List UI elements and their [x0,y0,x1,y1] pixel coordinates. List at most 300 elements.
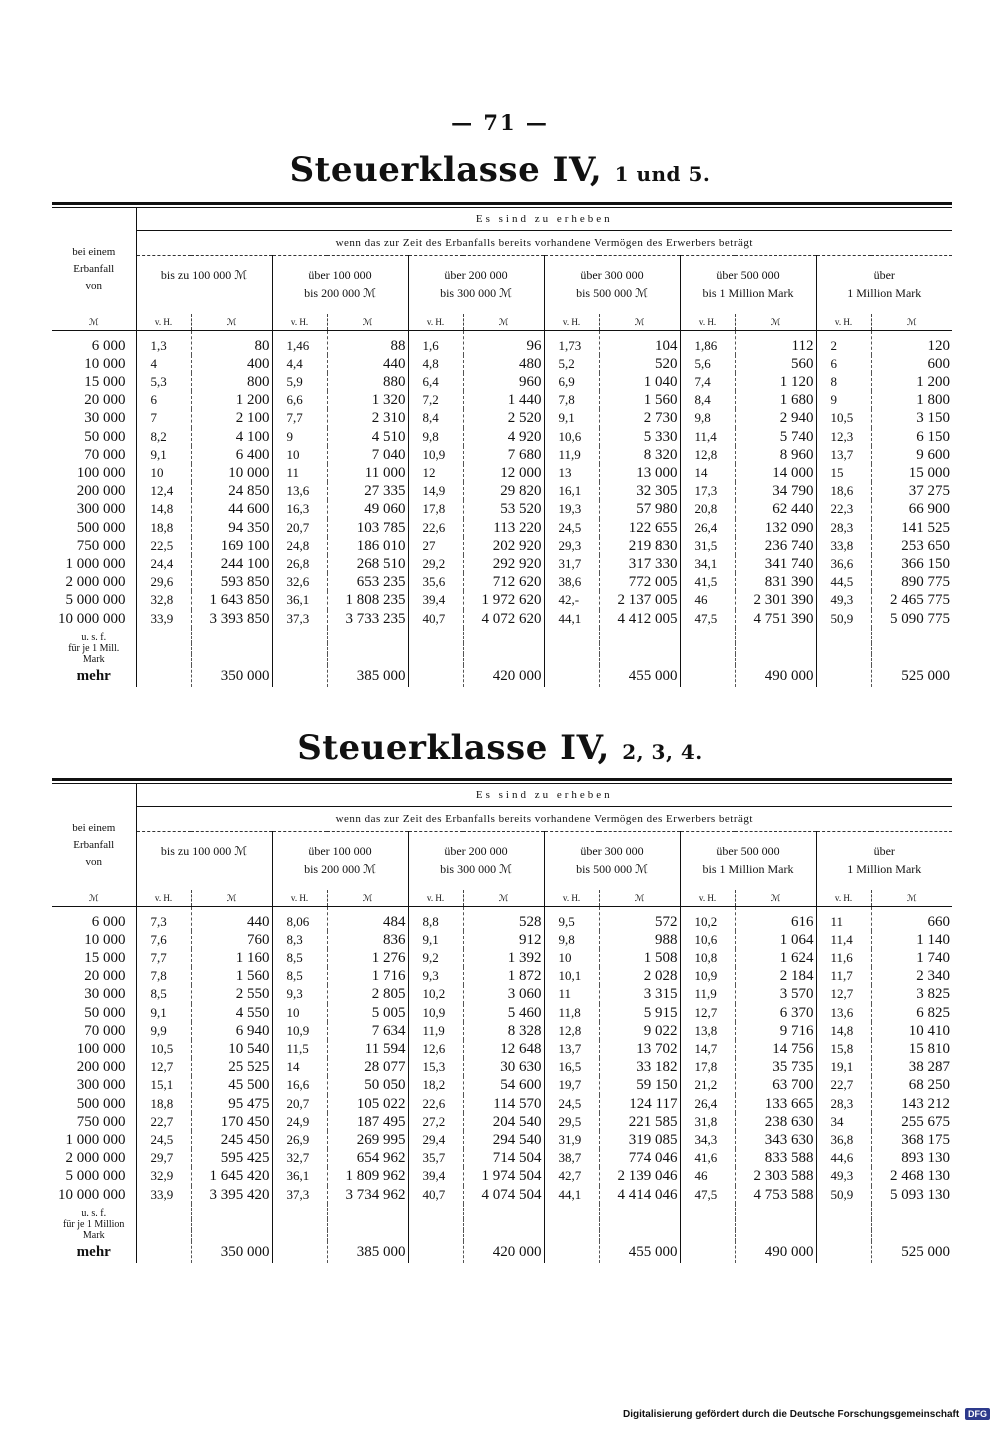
condition-header: wenn das zur Zeit des Erbanfalls bereits vorhandene Vermögen des Erwerbers beträgt [136,807,952,832]
tax-amount: 560 [735,355,816,373]
rate-percent: 7,8 [136,967,191,985]
tax-amount: 912 [463,931,544,949]
foot-blank [463,1204,544,1219]
rate-percent: 33,8 [816,537,871,555]
inheritance-amount: 5 000 000 [52,1167,136,1185]
top-rule [52,778,952,781]
tax-amount: 6 150 [871,428,952,446]
foot-blank [272,1204,327,1219]
tax-amount: 1 740 [871,949,952,967]
more-blank [544,665,599,687]
tax-amount: 59 150 [599,1076,680,1094]
rate-percent: 1,73 [544,330,599,355]
tax-amount: 2 303 588 [735,1167,816,1185]
unit-pct: v. H. [272,314,327,331]
tax-amount: 653 235 [327,573,408,591]
band-line-1: über 300 000 [580,844,644,858]
foot-label: Mark [52,1230,136,1241]
unit-pct: v. H. [816,314,871,331]
foot-blank [680,628,735,643]
tax-amount: 66 900 [871,500,952,518]
tax-amount: 63 700 [735,1076,816,1094]
table-row [52,373,952,391]
rate-percent: 11 [816,906,871,931]
rate-percent: 34 [816,1113,871,1131]
tax-amount: 104 [599,330,680,355]
row-header-line: bei einem [72,822,116,834]
tax-amount: 4 100 [191,428,272,446]
rate-percent: 9,1 [408,931,463,949]
tax-amount: 103 785 [327,519,408,537]
table-row [52,1058,952,1076]
band-line-1: über 500 000 [716,268,780,282]
table-2-title [0,728,1000,768]
foot-blank [408,654,463,665]
row-header-line: von [85,856,102,868]
unit-pct: v. H. [408,314,463,331]
rate-percent: 9,8 [680,409,735,427]
inheritance-amount: 30 000 [52,985,136,1003]
tax-amount: 253 650 [871,537,952,555]
tax-amount: 1 716 [327,967,408,985]
band-header [136,832,272,890]
table-row [52,409,952,427]
row-header-unit: ℳ [52,314,136,331]
tax-amount: 3 315 [599,985,680,1003]
inheritance-amount: 10 000 [52,355,136,373]
rate-percent: 19,1 [816,1058,871,1076]
tax-amount: 3 395 420 [191,1186,272,1204]
more-blank [816,665,871,687]
foot-blank [816,1204,871,1219]
foot-blank [191,1204,272,1219]
rate-percent: 20,7 [272,519,327,537]
table-row [52,1186,952,1204]
rate-percent: 2 [816,330,871,355]
table-row [52,1149,952,1167]
tax-amount: 960 [463,373,544,391]
rate-percent: 36,6 [816,555,871,573]
foot-blank [816,1230,871,1241]
rate-percent: 10,2 [680,906,735,931]
tax-amount: 2 468 130 [871,1167,952,1185]
tax-amount: 49 060 [327,500,408,518]
foot-blank [191,1219,272,1230]
tax-amount: 520 [599,355,680,373]
foot-label: für je 1 Million [52,1219,136,1230]
tax-amount: 484 [327,906,408,931]
rate-percent: 27 [408,537,463,555]
more-amount: 420 000 [463,665,544,687]
rate-percent: 9,2 [408,949,463,967]
table-row [52,446,952,464]
tax-amount: 1 064 [735,931,816,949]
band-line-1: über 300 000 [580,268,644,282]
foot-blank [327,1204,408,1219]
foot-blank [599,628,680,643]
rate-percent: 19,7 [544,1076,599,1094]
tax-amount: 2 940 [735,409,816,427]
rate-percent: 7,2 [408,391,463,409]
rate-percent: 9 [272,428,327,446]
tax-amount: 988 [599,931,680,949]
rate-percent: 46 [680,1167,735,1185]
rate-percent: 10,5 [816,409,871,427]
rate-percent: 9,3 [272,985,327,1003]
more-blank [272,1241,327,1263]
tax-amount: 35 735 [735,1058,816,1076]
more-blank [408,665,463,687]
row-header-label [52,784,136,890]
tax-amount: 5 915 [599,1004,680,1022]
foot-blank [327,628,408,643]
tax-amount: 440 [327,355,408,373]
band-line-1: über 200 000 [444,268,508,282]
foot-blank [871,1219,952,1230]
band-line-2: bis 1 Million Mark [702,286,794,300]
tax-amount: 238 630 [735,1113,816,1131]
rate-percent: 22,7 [816,1076,871,1094]
foot-label: u. s. f. [52,1204,136,1219]
tax-amount: 44 600 [191,500,272,518]
rate-percent: 31,8 [680,1113,735,1131]
foot-blank [871,643,952,654]
tax-amount: 68 250 [871,1076,952,1094]
foot-blank [408,628,463,643]
rate-percent: 34,1 [680,555,735,573]
table-row [52,1113,952,1131]
tax-amount: 7 634 [327,1022,408,1040]
foot-blank [136,1219,191,1230]
foot-blank [680,1219,735,1230]
unit-pct: v. H. [408,890,463,907]
foot-blank [327,643,408,654]
band-line-2: 1 Million Mark [847,286,922,300]
rate-percent: 19,3 [544,500,599,518]
foot-blank [136,643,191,654]
tax-amount: 1 809 962 [327,1167,408,1185]
tax-amount: 1 808 235 [327,591,408,609]
inheritance-amount: 750 000 [52,1113,136,1131]
top-rule [52,202,952,205]
rate-percent: 9,8 [408,428,463,446]
unit-pct: v. H. [544,890,599,907]
rate-percent: 7,7 [272,409,327,427]
inheritance-amount: 300 000 [52,1076,136,1094]
foot-blank [735,654,816,665]
rate-percent: 26,9 [272,1131,327,1149]
unit-amount: ℳ [599,314,680,331]
band-line-2: bis 500 000 ℳ [576,286,648,300]
rate-percent: 29,4 [408,1131,463,1149]
more-blank [816,1241,871,1263]
rate-percent: 42,7 [544,1167,599,1185]
table-row [52,391,952,409]
tax-amount: 245 450 [191,1131,272,1149]
foot-label: u. s. f. [52,628,136,643]
rate-percent: 7,7 [136,949,191,967]
rate-percent: 11,5 [272,1040,327,1058]
tax-amount: 14 756 [735,1040,816,1058]
tax-amount: 62 440 [735,500,816,518]
tax-amount: 2 310 [327,409,408,427]
row-header-label [52,208,136,314]
tax-amount: 772 005 [599,573,680,591]
row-header-unit: ℳ [52,890,136,907]
tax-amount: 33 182 [599,1058,680,1076]
band-line-1: über 100 000 [308,268,372,282]
more-amount: 420 000 [463,1241,544,1263]
rate-percent: 7,8 [544,391,599,409]
tax-amount: 105 022 [327,1095,408,1113]
band-line-2: bis 200 000 ℳ [304,286,376,300]
tax-amount: 774 046 [599,1149,680,1167]
more-amount: 385 000 [327,1241,408,1263]
tax-amount: 5 090 775 [871,610,952,628]
table-row [52,610,952,628]
tax-amount: 2 550 [191,985,272,1003]
rate-percent: 33,9 [136,610,191,628]
foot-blank [272,643,327,654]
tax-amount: 292 920 [463,555,544,573]
tax-amount: 3 734 962 [327,1186,408,1204]
rate-percent: 31,7 [544,555,599,573]
inheritance-amount: 1 000 000 [52,1131,136,1149]
rate-percent: 4,4 [272,355,327,373]
tax-amount: 14 000 [735,464,816,482]
rate-percent: 13,6 [272,482,327,500]
band-line-1: über 100 000 [308,844,372,858]
tax-amount: 660 [871,906,952,931]
tax-amount: 1 974 504 [463,1167,544,1185]
tax-amount: 3 060 [463,985,544,1003]
tax-amount: 13 000 [599,464,680,482]
foot-blank [871,1204,952,1219]
tax-amount: 7 040 [327,446,408,464]
tax-amount: 366 150 [871,555,952,573]
tax-amount: 221 585 [599,1113,680,1131]
rate-percent: 26,8 [272,555,327,573]
tax-amount: 53 520 [463,500,544,518]
tax-amount: 4 510 [327,428,408,446]
band-line-2: bis 300 000 ℳ [440,286,512,300]
tax-amount: 219 830 [599,537,680,555]
rate-percent: 13,8 [680,1022,735,1040]
tax-amount: 760 [191,931,272,949]
foot-blank [463,643,544,654]
rate-percent: 24,5 [136,1131,191,1149]
tax-amount: 45 500 [191,1076,272,1094]
tax-amount: 4 072 620 [463,610,544,628]
rate-percent: 28,3 [816,1095,871,1113]
tax-amount: 3 825 [871,985,952,1003]
rate-percent: 18,8 [136,519,191,537]
foot-blank [680,654,735,665]
foot-blank [816,643,871,654]
rate-percent: 6,6 [272,391,327,409]
rate-percent: 8,4 [680,391,735,409]
tax-amount: 341 740 [735,555,816,573]
table-2-title-main: Steuerklasse IV, [297,728,610,768]
tax-amount: 5 460 [463,1004,544,1022]
band-header [136,256,272,314]
rate-percent: 27,2 [408,1113,463,1131]
tax-amount: 2 465 775 [871,591,952,609]
foot-blank [871,654,952,665]
more-amount: 385 000 [327,665,408,687]
rate-percent: 36,1 [272,1167,327,1185]
foot-blank [408,1204,463,1219]
unit-pct: v. H. [136,314,191,331]
rate-percent: 34,3 [680,1131,735,1149]
unit-amount: ℳ [871,890,952,907]
rate-percent: 35,7 [408,1149,463,1167]
band-header [408,832,544,890]
table-row [52,573,952,591]
band-line-2: bis 500 000 ℳ [576,862,648,876]
spaced-header: Es sind zu erheben [136,208,952,231]
rate-percent: 11,9 [680,985,735,1003]
tax-amount: 15 810 [871,1040,952,1058]
foot-blank [136,654,191,665]
tax-amount: 94 350 [191,519,272,537]
tax-amount: 268 510 [327,555,408,573]
tax-amount: 3 570 [735,985,816,1003]
rate-percent: 5,2 [544,355,599,373]
tax-amount: 3 150 [871,409,952,427]
rate-percent: 6,9 [544,373,599,391]
tax-amount: 12 000 [463,464,544,482]
rate-percent: 49,3 [816,1167,871,1185]
tax-amount: 4 074 504 [463,1186,544,1204]
rate-percent: 8,5 [272,967,327,985]
rate-percent: 36,1 [272,591,327,609]
foot-blank [272,628,327,643]
foot-blank [408,1219,463,1230]
rate-percent: 10,9 [680,967,735,985]
more-amount: 455 000 [599,1241,680,1263]
tax-amount: 1 508 [599,949,680,967]
tax-amount: 6 940 [191,1022,272,1040]
tax-amount: 528 [463,906,544,931]
unit-amount: ℳ [463,314,544,331]
tax-amount: 12 648 [463,1040,544,1058]
rate-percent: 12,8 [680,446,735,464]
foot-blank [136,1204,191,1219]
rate-percent: 10,2 [408,985,463,1003]
rate-percent: 9,1 [136,446,191,464]
tax-amount: 3 733 235 [327,610,408,628]
row-header-line: von [85,280,102,292]
band-header [680,256,816,314]
rate-percent: 5,9 [272,373,327,391]
inheritance-amount: 5 000 000 [52,591,136,609]
tax-amount: 2 805 [327,985,408,1003]
rate-percent: 10,8 [680,949,735,967]
tax-amount: 1 560 [599,391,680,409]
tax-amount: 5 330 [599,428,680,446]
foot-blank [327,654,408,665]
inheritance-amount: 200 000 [52,482,136,500]
rate-percent: 9,9 [136,1022,191,1040]
rate-percent: 12 [408,464,463,482]
tax-amount: 170 450 [191,1113,272,1131]
rate-percent: 16,6 [272,1076,327,1094]
tax-amount: 28 077 [327,1058,408,1076]
band-line-2: bis 300 000 ℳ [440,862,512,876]
tax-amount: 32 305 [599,482,680,500]
foot-blank [599,1204,680,1219]
rate-percent: 39,4 [408,1167,463,1185]
rate-percent: 10,9 [272,1022,327,1040]
unit-amount: ℳ [191,314,272,331]
rate-percent: 38,7 [544,1149,599,1167]
foot-blank [599,1219,680,1230]
inheritance-amount: 10 000 000 [52,1186,136,1204]
band-line-1: über [873,268,895,282]
tax-amount: 2 184 [735,967,816,985]
tax-amount: 1 643 850 [191,591,272,609]
digitization-credit [623,1408,990,1420]
tax-amount: 2 100 [191,409,272,427]
inheritance-amount: 50 000 [52,428,136,446]
tax-amount: 319 085 [599,1131,680,1149]
tax-amount: 204 540 [463,1113,544,1131]
more-blank [680,1241,735,1263]
rate-percent: 49,3 [816,591,871,609]
more-label: mehr [52,1241,136,1263]
foot-blank [816,628,871,643]
rate-percent: 32,8 [136,591,191,609]
rate-percent: 10,6 [544,428,599,446]
rate-percent: 29,3 [544,537,599,555]
page-number: — 71 — [451,110,549,135]
rate-percent: 29,6 [136,573,191,591]
rate-percent: 12,4 [136,482,191,500]
more-row [52,1241,952,1263]
rate-percent: 21,2 [680,1076,735,1094]
unit-amount: ℳ [463,890,544,907]
more-blank [136,665,191,687]
band-header [408,256,544,314]
more-blank [136,1241,191,1263]
rate-percent: 15,8 [816,1040,871,1058]
rate-percent: 17,3 [680,482,735,500]
foot-blank [735,628,816,643]
inheritance-amount: 2 000 000 [52,573,136,591]
table-row [52,1095,952,1113]
foot-blank [544,1230,599,1241]
tax-amount: 4 412 005 [599,610,680,628]
unit-amount: ℳ [735,314,816,331]
rate-percent: 9,8 [544,931,599,949]
tax-amount: 96 [463,330,544,355]
rate-percent: 10 [272,1004,327,1022]
tax-amount: 11 594 [327,1040,408,1058]
tax-amount: 343 630 [735,1131,816,1149]
unit-pct: v. H. [272,890,327,907]
tax-amount: 5 740 [735,428,816,446]
tax-amount: 30 630 [463,1058,544,1076]
tax-table [52,784,952,1263]
rate-percent: 11,7 [816,967,871,985]
foot-blank [136,1230,191,1241]
tax-amount: 654 962 [327,1149,408,1167]
rate-percent: 26,4 [680,519,735,537]
band-line-2: bis 200 000 ℳ [304,862,376,876]
table-row [52,428,952,446]
foot-blank [680,1204,735,1219]
